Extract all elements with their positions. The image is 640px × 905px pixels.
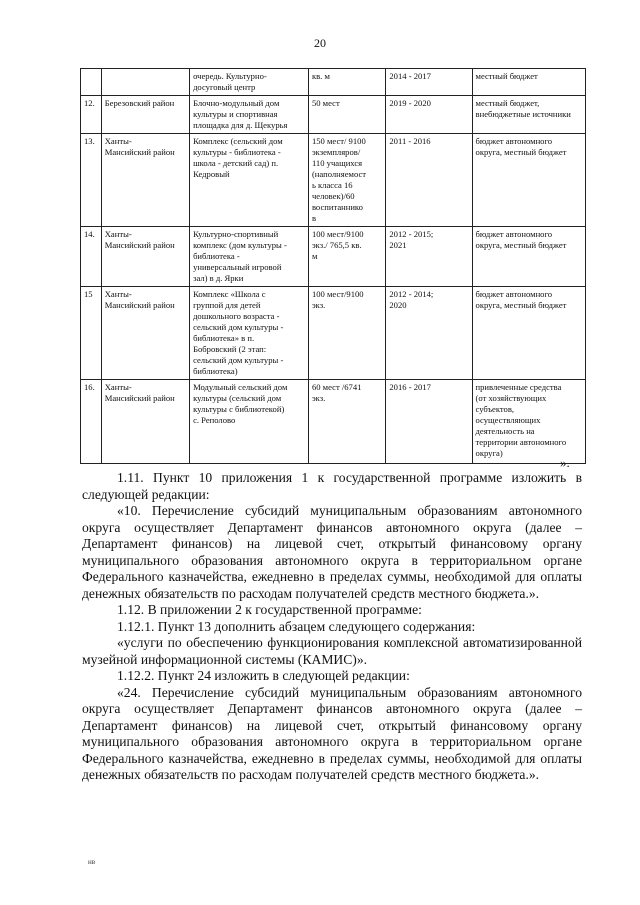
capacity-cell: 50 мест	[308, 96, 385, 134]
years-cell: 2012 - 2014; 2020	[386, 287, 472, 380]
capacity-cell: 100 мест/9100 экз./ 765,5 кв. м	[308, 227, 385, 287]
object-cell: Модульный сельский дом культуры (сельский дом культуры с библиотекой) с. Реполово	[190, 380, 309, 464]
paragraph-point-10: «10. Перечисление субсидий муниципальным образованиям автономного округа осуществляет Департамент финансов автономного округа (далее –Департамент финансов) на лицевой счет, открытый финансовому органу муниципального образования автономного округа в территориальном органе Федерального казначейства, ежедневно в пределах суммы, необходимой для оплаты денежных обязательств по расходам получателей средств местного бюджета.».	[82, 503, 582, 601]
capacity-cell: 60 мест /6741 экз.	[308, 380, 385, 464]
funding-source-cell: местный бюджет, внебюджетные источники	[472, 96, 585, 134]
paragraph-kamis: «услуги по обеспечению функционирования комплексной автоматизированной музейной информационной системы (КАМИС)».	[82, 635, 582, 667]
district-cell: Ханты- Мансийский район	[101, 134, 189, 227]
object-cell: очередь. Культурно- досуговый центр	[190, 69, 309, 96]
district-cell: Ханты- Мансийский район	[101, 380, 189, 464]
paragraph-1-12-1: 1.12.1. Пункт 13 дополнить абзацем следующего содержания:	[117, 618, 476, 634]
funding-source-cell: бюджет автономного округа, местный бюджет	[472, 134, 585, 227]
paragraph-1-11: 1.11. Пункт 10 приложения 1 к государственной программе изложить в следующей редакции:	[82, 470, 582, 502]
district-cell	[101, 69, 189, 96]
funding-source-cell: привлеченные средства (от хозяйствующих субъектов, осуществляющих деятельность на территории автономного округа)	[472, 380, 585, 464]
funding-source-cell: бюджет автономного округа, местный бюджет	[472, 287, 585, 380]
years-cell: 2014 - 2017	[386, 69, 472, 96]
footer-mark: нв	[88, 858, 96, 866]
row-number: 14.	[81, 227, 102, 287]
table-row	[81, 69, 586, 96]
capacity-cell: 100 мест/9100 экз.	[308, 287, 385, 380]
row-number	[81, 69, 102, 96]
funding-source-cell: местный бюджет	[472, 69, 585, 96]
object-cell: Культурно-спортивный комплекс (дом культуры - библиотека - универсальный игровой зал) в д. Ярки	[190, 227, 309, 287]
object-cell: Блочно-модульный дом культуры и спортивная площадка для д. Щекурья	[190, 96, 309, 134]
object-cell: Комплекс (сельский дом культуры - библиотека - школа - детский сад) п. Кедровый	[190, 134, 309, 227]
object-cell: Комплекс «Школа с группой для детей дошкольного возраста - сельский дом культуры - библиотека» в п. Бобровский (2 этап: сельский дом культуры - библиотека)	[190, 287, 309, 380]
table-closing-quote: ».	[560, 455, 570, 470]
objects-table	[80, 68, 586, 464]
district-cell: Ханты- Мансийский район	[101, 287, 189, 380]
row-number: 16.	[81, 380, 102, 464]
paragraph-1-12-2: 1.12.2. Пункт 24 изложить в следующей редакции:	[117, 668, 410, 683]
page-number: 20	[314, 36, 326, 50]
row-number: 13.	[81, 134, 102, 227]
years-cell: 2011 - 2016	[386, 134, 472, 227]
table-row	[81, 227, 586, 287]
years-cell: 2016 - 2017	[386, 380, 472, 464]
amendment-text	[82, 470, 582, 784]
district-cell: Ханты- Мансийский район	[101, 227, 189, 287]
row-number: 12.	[81, 96, 102, 134]
district-cell: Березовский район	[101, 96, 189, 134]
paragraph-point-24: «24. Перечисление субсидий муниципальным образованиям автономного округа осуществляет Департамент финансов автономного округа (далее – Департамент финансов) на лицевой счет, открытый финансовому органу муниципального образования автономного округа в территориальном органе Федерального казначейства, ежедневно в пределах суммы, необходимой для оплаты денежных обязательств по расходам получателей средств местного бюджета.».	[82, 684, 582, 782]
years-cell: 2019 - 2020	[386, 96, 472, 134]
years-cell: 2012 - 2015; 2021	[386, 227, 472, 287]
row-number: 15	[81, 287, 102, 380]
table-row	[81, 287, 586, 380]
capacity-cell: кв. м	[308, 69, 385, 96]
table-row	[81, 134, 586, 227]
funding-source-cell: бюджет автономного округа, местный бюджет	[472, 227, 585, 287]
table-row	[81, 96, 586, 134]
table-row	[81, 380, 586, 464]
paragraph-1-12: 1.12. В приложении 2 к государственной программе:	[117, 602, 422, 617]
capacity-cell: 150 мест/ 9100 экземпляров/ 110 учащихся (наполняемост ь класса 16 человек)/60 воспитаннико в	[308, 134, 385, 227]
